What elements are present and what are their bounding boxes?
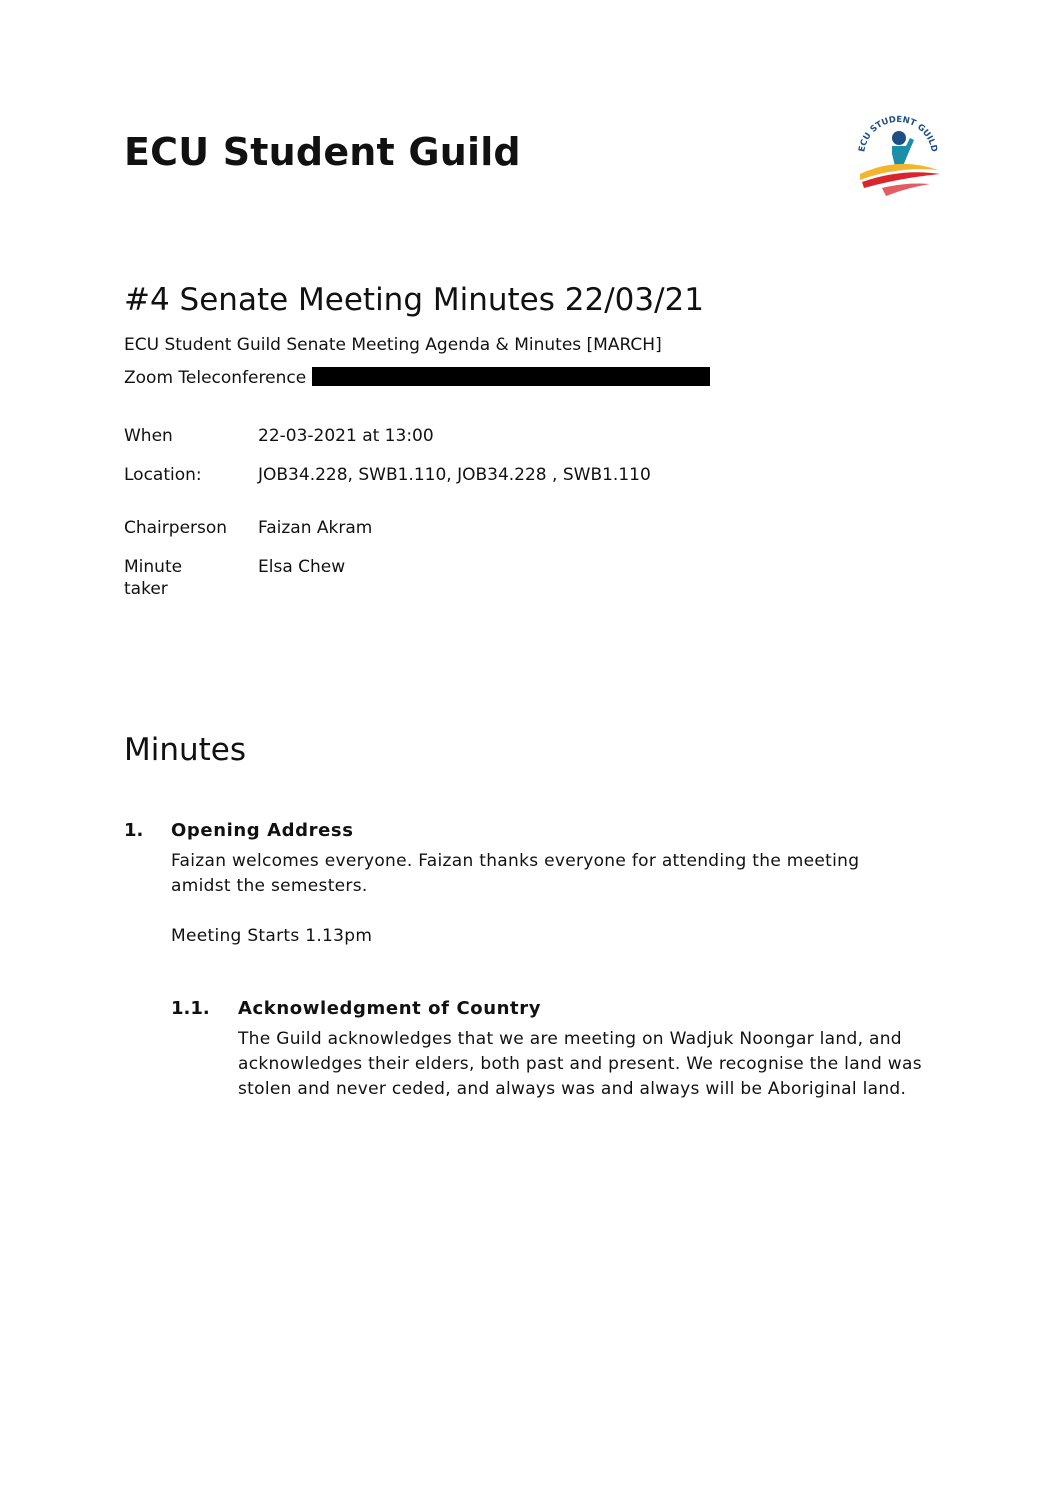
svg-text:ECU STUDENT GUILD: ECU STUDENT GUILD: [857, 114, 939, 153]
organization-title: ECU Student Guild: [124, 130, 521, 174]
meeting-subtitle: ECU Student Guild Senate Meeting Agenda & Minutes [MARCH]: [124, 335, 662, 355]
detail-label: Location:: [124, 465, 202, 485]
subitem-heading: Acknowledgment of Country: [238, 998, 542, 1019]
detail-value: Faizan Akram: [258, 518, 373, 538]
zoom-label: Zoom Teleconference: [124, 368, 307, 388]
guild-logo: [852, 108, 944, 200]
item-number: 1.: [124, 820, 144, 841]
detail-label: Minute taker: [124, 557, 183, 599]
redacted-link: [312, 367, 710, 386]
zoom-line: [124, 367, 710, 388]
detail-label: Chairperson: [124, 518, 228, 538]
detail-value: JOB34.228, SWB1.110, JOB34.228 , SWB1.110: [258, 465, 651, 485]
subitem-number: 1.1.: [171, 998, 210, 1019]
detail-value: Elsa Chew: [258, 557, 346, 577]
item-paragraph: Meeting Starts 1.13pm: [171, 926, 373, 946]
meeting-title: #4 Senate Meeting Minutes 22/03/21: [124, 282, 704, 318]
minutes-heading: Minutes: [124, 732, 247, 768]
subitem-paragraph: The Guild acknowledges that we are meeting on Wadjuk Noongar land, and acknowledges their elders, both past and present. We recognise the land was stolen and never ceded, and always was and always will be Aboriginal land.: [238, 1029, 922, 1099]
item-heading: Opening Address: [171, 820, 354, 841]
detail-value: 22-03-2021 at 13:00: [258, 426, 434, 446]
detail-label: When: [124, 426, 173, 446]
item-paragraph: Faizan welcomes everyone. Faizan thanks everyone for attending the meeting amidst the semesters.: [171, 851, 860, 896]
